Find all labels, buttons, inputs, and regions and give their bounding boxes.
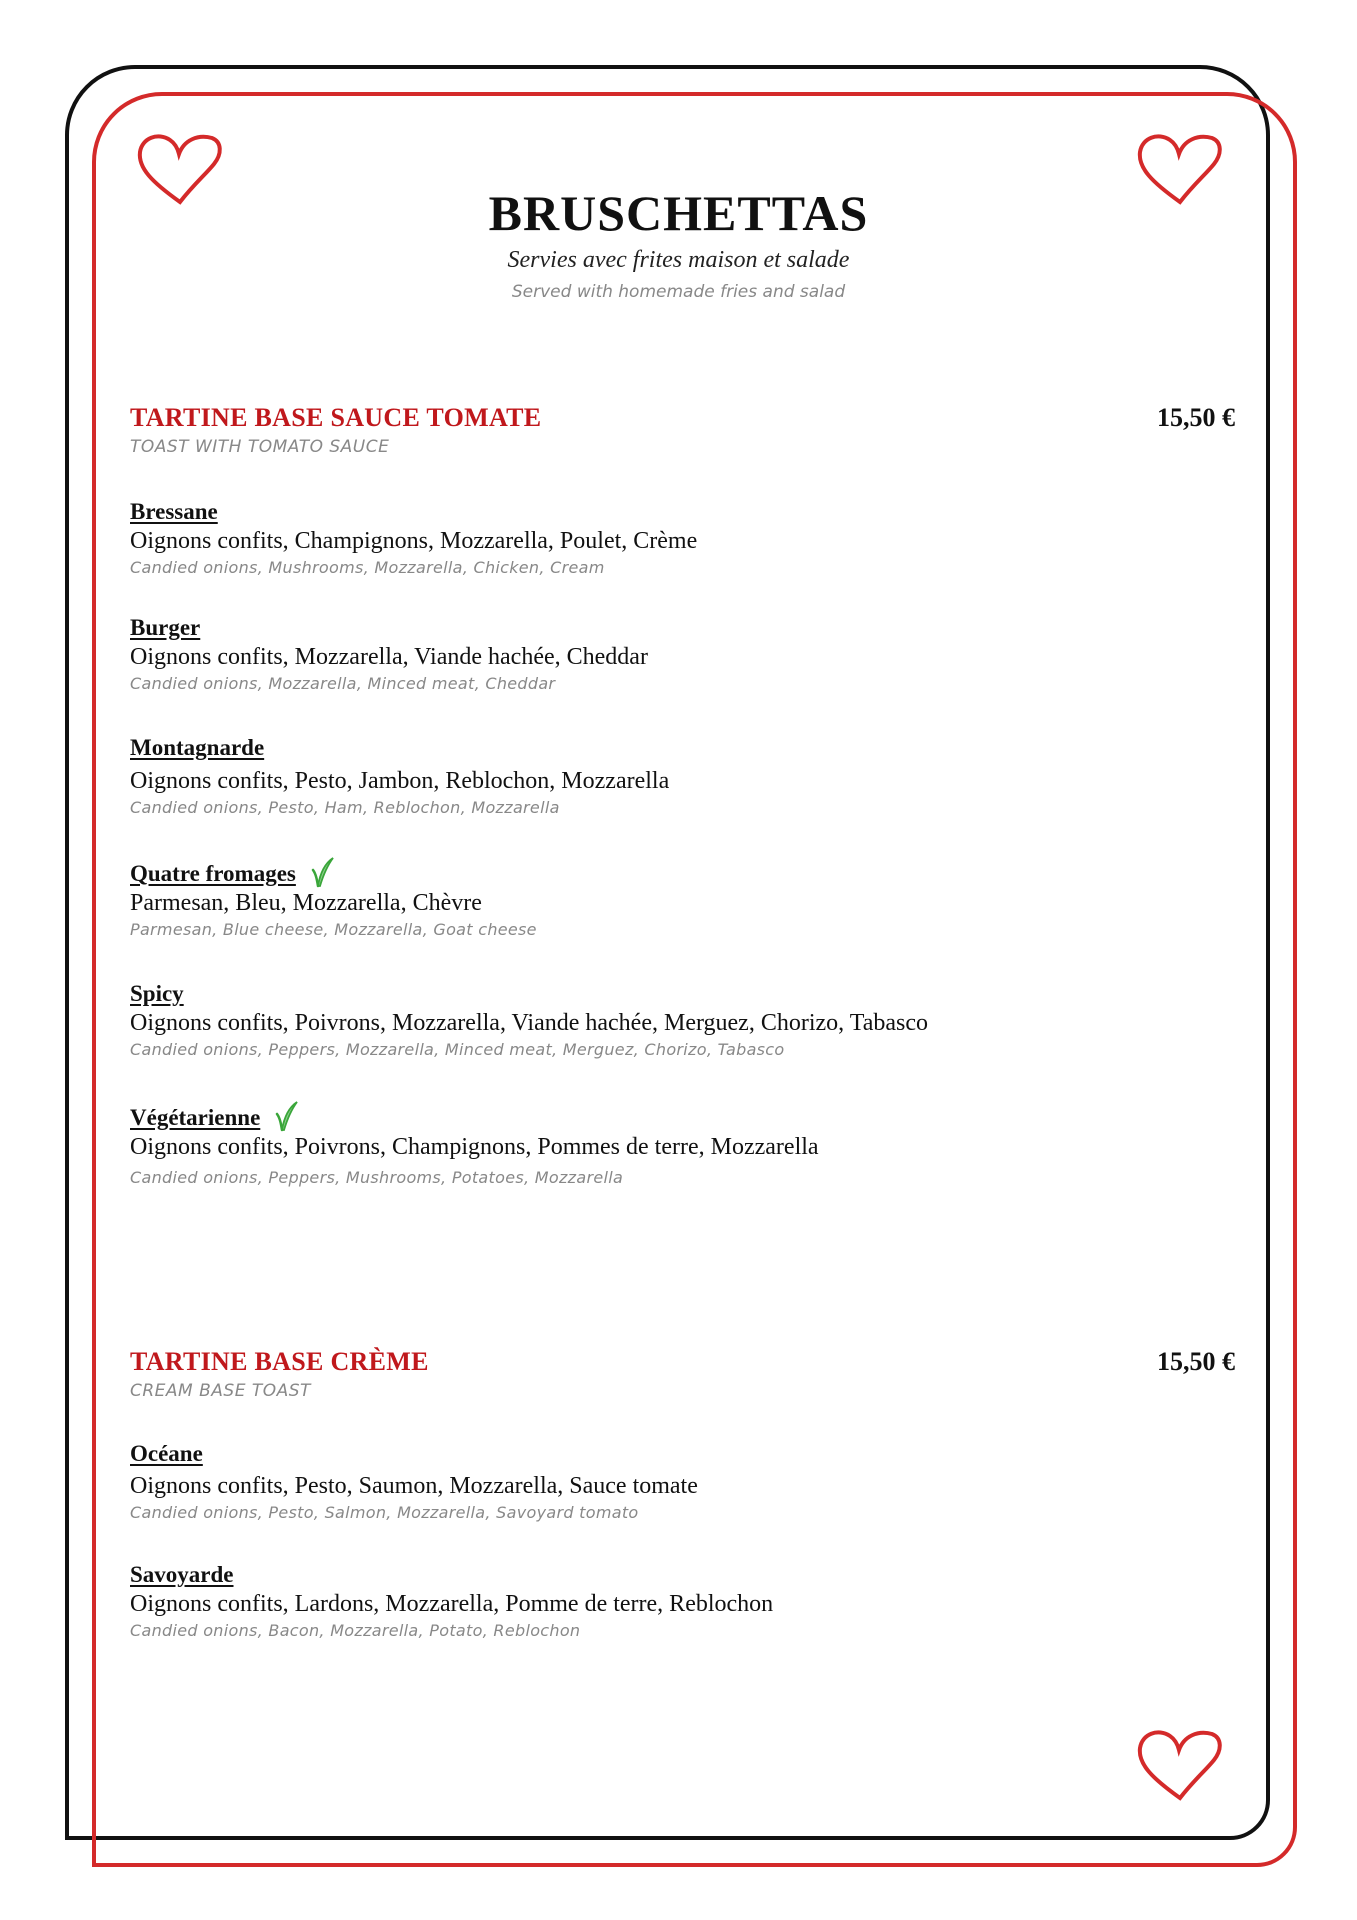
- item-name: Montagnarde: [130, 735, 265, 760]
- item-description-fr: Oignons confits, Lardons, Mozzarella, Pomme de terre, Reblochon: [130, 1591, 774, 1617]
- menu-item: [130, 856, 1230, 942]
- menu-item: [130, 734, 1230, 820]
- menu-item: [130, 498, 1230, 580]
- item-description-fr: Parmesan, Bleu, Mozzarella, Chèvre: [130, 890, 482, 916]
- item-name: Bressane: [130, 499, 218, 524]
- menu-item: [130, 1561, 1230, 1643]
- item-name: Végétarienne: [130, 1105, 261, 1130]
- item-description-en: Candied onions, Mozzarella, Minced meat, Cheddar: [130, 674, 556, 693]
- item-description-fr: Oignons confits, Mozzarella, Viande hachée, Cheddar: [130, 644, 648, 670]
- item-description-fr: Oignons confits, Champignons, Mozzarella, Poulet, Crème: [130, 528, 698, 554]
- page-subtitle-fr: Servies avec frites maison et salade: [507, 247, 850, 273]
- section-subtitle: CREAM BASE TOAST: [130, 1381, 311, 1401]
- section-price: 15,50 €: [1157, 1347, 1235, 1376]
- section-cream: [130, 1347, 1235, 1401]
- menu-header: [0, 183, 1357, 305]
- item-name: Océane: [130, 1441, 203, 1466]
- menu-item: [130, 1100, 1230, 1190]
- section-title: TARTINE BASE SAUCE TOMATE: [130, 403, 542, 432]
- item-description-fr: Oignons confits, Pesto, Saumon, Mozzarella, Sauce tomate: [130, 1473, 698, 1499]
- section-tomato: [130, 403, 1235, 457]
- section-title: TARTINE BASE CRÈME: [130, 1347, 429, 1376]
- menu-item: [130, 614, 1230, 696]
- page-title: BRUSCHETTAS: [488, 185, 869, 241]
- heart-icon: [1132, 1724, 1227, 1804]
- item-name: Quatre fromages: [130, 861, 296, 886]
- item-description-en: Candied onions, Peppers, Mushrooms, Potatoes, Mozzarella: [130, 1168, 624, 1187]
- item-description-en: Candied onions, Pesto, Ham, Reblochon, Mozzarella: [130, 798, 560, 817]
- item-description-fr: Oignons confits, Poivrons, Mozzarella, Viande hachée, Merguez, Chorizo, Tabasco: [130, 1010, 928, 1036]
- item-name: Spicy: [130, 981, 184, 1006]
- menu-item: [130, 1440, 1230, 1525]
- item-description-en: Candied onions, Peppers, Mozzarella, Minced meat, Merguez, Chorizo, Tabasco: [130, 1040, 785, 1059]
- item-description-en: Candied onions, Pesto, Salmon, Mozzarella, Savoyard tomato: [130, 1503, 639, 1522]
- page-subtitle-en: Served with homemade fries and salad: [511, 282, 846, 302]
- item-description-en: Candied onions, Mushrooms, Mozzarella, Chicken, Cream: [130, 558, 605, 577]
- item-description-fr: Oignons confits, Pesto, Jambon, Reblochon, Mozzarella: [130, 768, 670, 794]
- section-price: 15,50 €: [1157, 403, 1235, 432]
- item-name: Savoyarde: [130, 1562, 234, 1587]
- section-subtitle: TOAST WITH TOMATO SAUCE: [130, 437, 390, 457]
- item-description-en: Parmesan, Blue cheese, Mozzarella, Goat cheese: [130, 920, 537, 939]
- item-description-en: Candied onions, Bacon, Mozzarella, Potato, Reblochon: [130, 1621, 581, 1640]
- leaf-icon: [307, 856, 335, 888]
- leaf-icon: [271, 1100, 299, 1132]
- menu-item: [130, 980, 1230, 1062]
- item-description-fr: Oignons confits, Poivrons, Champignons, Pommes de terre, Mozzarella: [130, 1134, 819, 1160]
- item-name: Burger: [130, 615, 201, 640]
